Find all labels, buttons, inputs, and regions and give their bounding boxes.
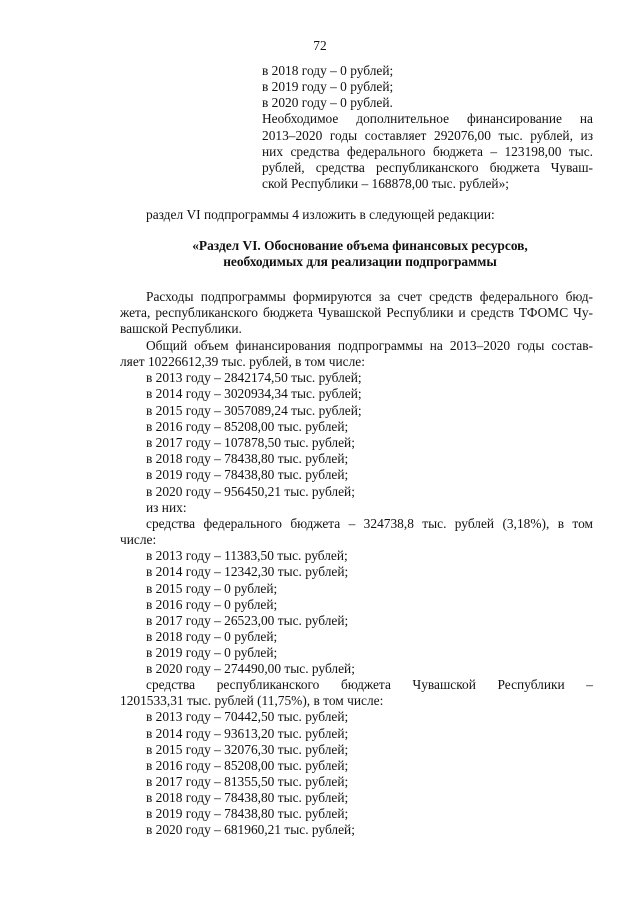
- federal-year-line: в 2018 году – 0 рублей;: [146, 629, 278, 644]
- republic-year-line: в 2014 году – 93613,20 тыс. рублей;: [146, 726, 349, 741]
- total-year-line: в 2014 году – 3020934,34 тыс. рублей;: [146, 386, 362, 401]
- federal-year-line: в 2013 году – 11383,50 тыс. рублей;: [146, 548, 348, 563]
- top-paragraph-line: ской Республики – 168878,00 тыс. рублей»;: [262, 176, 510, 191]
- section-heading-line: необходимых для реализации подпрограммы: [223, 254, 497, 269]
- top-year-line: в 2018 году – 0 рублей;: [262, 63, 394, 78]
- instruction-line: раздел VI подпрограммы 4 изложить в следующей редакции:: [146, 207, 495, 222]
- top-paragraph-line: них средства федерального бюджета – 123198,00 тыс.: [262, 144, 593, 159]
- federal-year-line: в 2017 году – 26523,00 тыс. рублей;: [146, 613, 349, 628]
- total-year-line: в 2017 году – 107878,50 тыс. рублей;: [146, 435, 355, 450]
- federal-line: числе:: [120, 532, 157, 547]
- intro-line: Расходы подпрограммы формируются за счет средств федерального бюд-: [146, 289, 593, 304]
- republic-year-line: в 2013 году – 70442,50 тыс. рублей;: [146, 709, 349, 724]
- federal-line: средства федерального бюджета – 324738,8 тыс. рублей (3,18%), в том: [146, 516, 593, 531]
- total-year-line: в 2013 году – 2842174,50 тыс. рублей;: [146, 370, 362, 385]
- federal-year-line: в 2016 году – 0 рублей;: [146, 597, 278, 612]
- republic-year-line: в 2020 году – 681960,21 тыс. рублей;: [146, 822, 355, 837]
- federal-year-line: в 2020 году – 274490,00 тыс. рублей;: [146, 661, 355, 676]
- top-paragraph-line: рублей, средства республиканского бюджета Чуваш-: [262, 160, 593, 175]
- total-year-line: в 2016 году – 85208,00 тыс. рублей;: [146, 419, 349, 434]
- intro-line: вашской Республики.: [120, 321, 242, 336]
- total-line: Общий объем финансирования подпрограммы на 2013–2020 годы состав-: [146, 338, 593, 353]
- federal-year-line: в 2015 году – 0 рублей;: [146, 581, 278, 596]
- total-year-line: в 2018 году – 78438,80 тыс. рублей;: [146, 451, 349, 466]
- republic-year-line: в 2015 году – 32076,30 тыс. рублей;: [146, 742, 349, 757]
- page-number: 72: [313, 38, 327, 53]
- republic-year-line: в 2019 году – 78438,80 тыс. рублей;: [146, 806, 349, 821]
- republic-line: 1201533,31 тыс. рублей (11,75%), в том числе:: [120, 693, 384, 708]
- republic-year-line: в 2016 году – 85208,00 тыс. рублей;: [146, 758, 349, 773]
- total-year-line: в 2015 году – 3057089,24 тыс. рублей;: [146, 403, 362, 418]
- section-heading-line: «Раздел VI. Обоснование объема финансовых ресурсов,: [192, 238, 528, 253]
- top-paragraph-line: 2013–2020 годы составляет 292076,00 тыс. рублей, из: [262, 128, 593, 143]
- republic-line: средства республиканского бюджета Чувашской Республики –: [146, 677, 593, 692]
- intro-line: жета, республиканского бюджета Чувашской Республики и средств ТФОМС Чу-: [120, 305, 593, 320]
- top-year-line: в 2019 году – 0 рублей;: [262, 79, 394, 94]
- republic-year-line: в 2018 году – 78438,80 тыс. рублей;: [146, 790, 349, 805]
- total-line: ляет 10226612,39 тыс. рублей, в том числе:: [120, 354, 365, 369]
- top-year-line: в 2020 году – 0 рублей.: [262, 95, 393, 110]
- top-paragraph-line: Необходимое дополнительное финансирование на: [262, 111, 593, 126]
- total-year-line: в 2020 году – 956450,21 тыс. рублей;: [146, 484, 355, 499]
- of-them-label: из них:: [146, 500, 187, 515]
- federal-year-line: в 2014 году – 12342,30 тыс. рублей;: [146, 564, 349, 579]
- federal-year-line: в 2019 году – 0 рублей;: [146, 645, 278, 660]
- republic-year-line: в 2017 году – 81355,50 тыс. рублей;: [146, 774, 349, 789]
- total-year-line: в 2019 году – 78438,80 тыс. рублей;: [146, 467, 349, 482]
